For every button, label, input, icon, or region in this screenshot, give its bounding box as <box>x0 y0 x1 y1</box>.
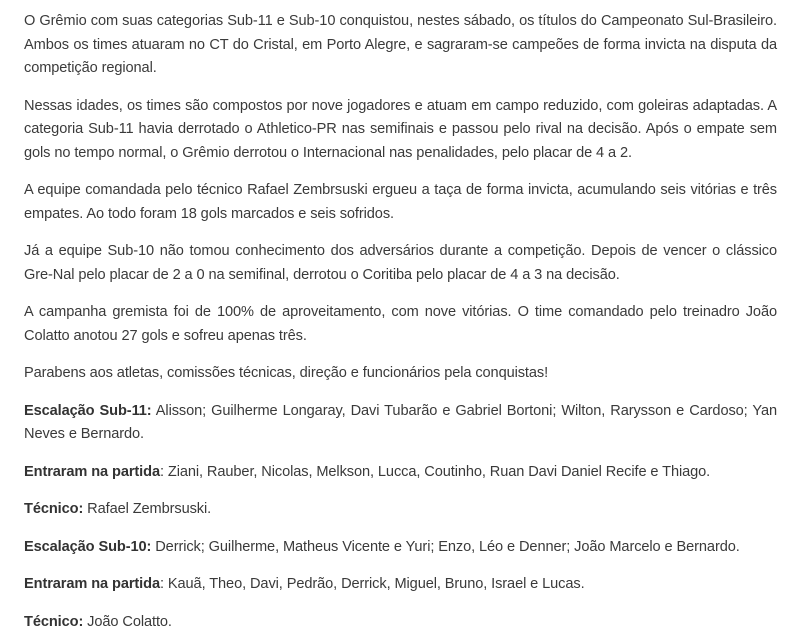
paragraph-sub11-campaign: A equipe comandada pelo técnico Rafael Zembrsuski ergueu a taça de forma invicta, acumulando seis vitórias e três empates. Ao todo foram 18 gols marcados e seis sofridos. <box>24 182 777 222</box>
sub11-coach-label: Técnico: <box>24 501 84 517</box>
sub11-lineup <box>24 400 777 447</box>
sub11-lineup-label: Escalação Sub-11: <box>24 402 152 419</box>
sub10-substitutes <box>24 573 777 597</box>
paragraph-congrats: Parabens aos atletas, comissões técnicas, direção e funcionários pela conquistas! <box>24 365 549 381</box>
sub11-substitutes-label: Entraram na partida <box>24 463 160 480</box>
sub10-substitutes-text: : Kauã, Theo, Davi, Pedrão, Derrick, Miguel, Bruno, Israel e Lucas. <box>159 576 585 592</box>
sub10-coach-text: João Colatto. <box>83 613 172 630</box>
sub10-lineup <box>24 536 777 560</box>
sub10-substitutes-label: Entraram na partida <box>24 576 160 592</box>
sub10-lineup-text: Derrick; Guilherme, Matheus Vicente e Yuri; Enzo, Léo e Denner; João Marcelo e Bernardo. <box>151 538 740 555</box>
sub11-coach <box>24 498 777 522</box>
paragraph-sub10-campaign: Já a equipe Sub-10 não tomou conhecimento dos adversários durante a competição. Depois de vencer o clássico Gre-Nal pelo placar de 2 a 0 na semifinal, derrotou o Coritiba pelo placar de 4 a 3 na decisão. <box>24 243 777 283</box>
sub11-substitutes-text: : Ziani, Rauber, Nicolas, Melkson, Lucca, Coutinho, Ruan Davi Daniel Recife e Thiago. <box>159 463 711 480</box>
paragraph-sub10-stats: A campanha gremista foi de 100% de aproveitamento, com nove vitórias. O time comandado pelo treinadro João Colatto anotou 27 gols e sofreu apenas três. <box>24 304 777 344</box>
sub11-lineup-text: Alisson; Guilherme Longaray, Davi Tubarão e Gabriel Bortoni; Wilton, Rarysson e Cardoso; Yan Neves e Bernardo. <box>24 402 777 442</box>
paragraph-format: Nessas idades, os times são compostos por nove jogadores e atuam em campo reduzido, com goleiras adaptadas. A categoria Sub-11 havia derrotado o Athletico-PR nas semifinais e passou pelo rival na decisão. Após o empate sem gols no tempo normal, o Grêmio derrotou o Internacional nas penalidades, pelo placar de 4 a 2. <box>24 97 777 161</box>
sub10-coach <box>24 611 777 635</box>
sub11-substitutes <box>24 461 777 485</box>
sub11-coach-text: Rafael Zembrsuski. <box>83 501 212 517</box>
sub10-coach-label: Técnico: <box>24 613 84 630</box>
sub10-lineup-label: Escalação Sub-10: <box>24 538 152 555</box>
paragraph-intro: O Grêmio com suas categorias Sub-11 e Sub-10 conquistou, nestes sábado, os títulos do Campeonato Sul-Brasileiro. Ambos os times atuaram no CT do Cristal, em Porto Alegre, e sagraram-se campeões de forma invicta na disputa da competição regional. <box>24 13 777 76</box>
